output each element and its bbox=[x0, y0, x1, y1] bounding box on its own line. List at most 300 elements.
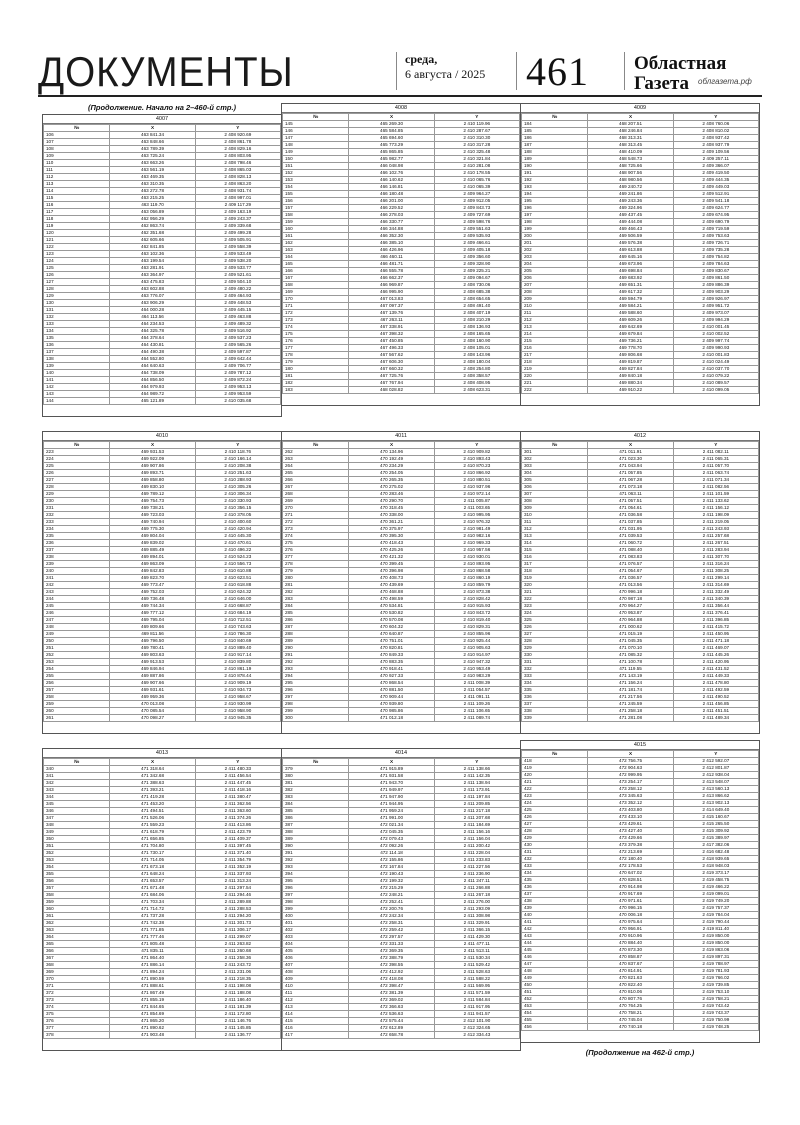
y-coordinate: 2 419 099.01 bbox=[673, 891, 758, 898]
table-row bbox=[522, 694, 759, 701]
y-coordinate: 2 413 560.13 bbox=[673, 786, 758, 793]
table-row bbox=[44, 300, 281, 307]
y-coordinate: 2 411 431.52 bbox=[673, 666, 758, 673]
point-number: 207 bbox=[522, 282, 588, 289]
point-number: 430 bbox=[522, 842, 588, 849]
table-row bbox=[44, 202, 281, 209]
x-coordinate: 471 013.56 bbox=[588, 582, 673, 589]
point-number: 337 bbox=[522, 701, 588, 708]
y-coordinate: 2 419 758.21 bbox=[673, 996, 758, 1003]
table-row bbox=[283, 226, 520, 233]
table-row bbox=[44, 146, 281, 153]
x-coordinate: 471 015.19 bbox=[588, 631, 673, 638]
table-row bbox=[44, 272, 281, 279]
y-coordinate: 2 408 105.01 bbox=[434, 345, 519, 352]
y-coordinate: 2 411 209.85 bbox=[434, 801, 519, 808]
table-row bbox=[522, 617, 759, 624]
y-coordinate: 2 411 219.05 bbox=[673, 519, 758, 526]
table-row bbox=[44, 927, 281, 934]
x-coordinate: 471 143.19 bbox=[588, 673, 673, 680]
y-coordinate: 2 409 642.44 bbox=[195, 356, 280, 363]
x-coordinate: 463 663.26 bbox=[110, 160, 195, 167]
point-number: 139 bbox=[44, 363, 110, 370]
point-number: 447 bbox=[522, 961, 588, 968]
point-number: 367 bbox=[44, 955, 110, 962]
x-coordinate: 464 552.80 bbox=[110, 356, 195, 363]
point-number: 386 bbox=[283, 815, 349, 822]
table-row bbox=[283, 149, 520, 156]
y-coordinate: 2 410 119.96 bbox=[434, 121, 519, 128]
point-number: 173 bbox=[283, 317, 349, 324]
x-coordinate: 469 907.86 bbox=[110, 463, 195, 470]
y-coordinate: 2 411 418.16 bbox=[195, 787, 280, 794]
point-number: 361 bbox=[44, 913, 110, 920]
point-number: 348 bbox=[44, 822, 110, 829]
y-coordinate: 2 410 889.40 bbox=[195, 645, 280, 652]
table-row bbox=[283, 240, 520, 247]
point-number: 249 bbox=[44, 631, 110, 638]
y-coordinate: 2 408 931.74 bbox=[195, 188, 280, 195]
x-coordinate: 469 679.84 bbox=[588, 331, 673, 338]
table-row bbox=[44, 265, 281, 272]
x-coordinate: 470 828.51 bbox=[588, 877, 673, 884]
column-header-number: № bbox=[283, 759, 349, 766]
point-number: 213 bbox=[522, 324, 588, 331]
point-number: 344 bbox=[44, 794, 110, 801]
point-number: 286 bbox=[283, 617, 349, 624]
table-title: 4010 bbox=[43, 432, 281, 441]
table-row bbox=[522, 261, 759, 268]
point-number: 360 bbox=[44, 906, 110, 913]
y-coordinate: 2 411 490.52 bbox=[673, 694, 758, 701]
table-row bbox=[522, 758, 759, 765]
y-coordinate: 2 409 464.93 bbox=[195, 293, 280, 300]
table-row bbox=[44, 244, 281, 251]
point-number: 440 bbox=[522, 912, 588, 919]
y-coordinate: 2 411 101.59 bbox=[673, 491, 758, 498]
point-number: 381 bbox=[283, 780, 349, 787]
x-coordinate: 462 863.74 bbox=[110, 223, 195, 230]
table-row bbox=[283, 983, 520, 990]
table-row bbox=[283, 941, 520, 948]
x-coordinate: 469 740.94 bbox=[110, 519, 195, 526]
x-coordinate: 472 114.18 bbox=[349, 850, 434, 857]
y-coordinate: 2 409 787.12 bbox=[195, 370, 280, 377]
y-coordinate: 2 410 470.61 bbox=[195, 540, 280, 547]
y-coordinate: 2 409 328.90 bbox=[434, 261, 519, 268]
y-coordinate: 2 411 588.22 bbox=[434, 976, 519, 983]
y-coordinate: 2 410 945.35 bbox=[195, 715, 280, 722]
table-row bbox=[522, 275, 759, 282]
table-row bbox=[283, 177, 520, 184]
table-row bbox=[44, 230, 281, 237]
paper-site: облгазета.рф bbox=[698, 77, 752, 86]
point-number: 126 bbox=[44, 272, 110, 279]
point-number: 106 bbox=[44, 132, 110, 139]
y-coordinate: 2 408 623.31 bbox=[434, 387, 519, 394]
point-number: 312 bbox=[522, 526, 588, 533]
point-number: 338 bbox=[522, 708, 588, 715]
table-row bbox=[522, 961, 759, 968]
y-coordinate: 2 410 866.92 bbox=[434, 470, 519, 477]
x-coordinate: 467 767.94 bbox=[349, 380, 434, 387]
y-coordinate: 2 409 163.19 bbox=[195, 209, 280, 216]
table-row bbox=[44, 680, 281, 687]
x-coordinate: 471 000.62 bbox=[588, 624, 673, 631]
y-coordinate: 2 411 332.49 bbox=[673, 589, 758, 596]
y-coordinate: 2 411 528.63 bbox=[434, 969, 519, 976]
x-coordinate: 469 804.04 bbox=[110, 533, 195, 540]
y-coordinate: 2 408 798.46 bbox=[195, 160, 280, 167]
point-number: 362 bbox=[44, 920, 110, 927]
y-coordinate: 2 410 684.19 bbox=[195, 610, 280, 617]
x-coordinate: 469 795.04 bbox=[110, 617, 195, 624]
table-row bbox=[522, 498, 759, 505]
point-number: 119 bbox=[44, 223, 110, 230]
point-number: 186 bbox=[522, 135, 588, 142]
y-coordinate: 2 413 866.62 bbox=[673, 793, 758, 800]
point-number: 253 bbox=[44, 659, 110, 666]
x-coordinate: 466 460.11 bbox=[349, 254, 434, 261]
x-coordinate: 469 931.61 bbox=[110, 687, 195, 694]
point-number: 453 bbox=[522, 1003, 588, 1010]
y-coordinate: 2 411 172.80 bbox=[195, 1011, 280, 1018]
point-number: 264 bbox=[283, 463, 349, 470]
x-coordinate: 471 714.72 bbox=[110, 906, 195, 913]
x-coordinate: 471 742.38 bbox=[110, 920, 195, 927]
y-coordinate: 2 411 054.57 bbox=[434, 687, 519, 694]
table-row bbox=[44, 181, 281, 188]
paper-name-line2: Газета bbox=[634, 73, 690, 94]
y-coordinate: 2 409 912.05 bbox=[434, 198, 519, 205]
table-row bbox=[522, 331, 759, 338]
y-coordinate: 2 411 091.11 bbox=[434, 694, 519, 701]
y-coordinate: 2 408 730.06 bbox=[434, 282, 519, 289]
x-coordinate: 471 559.23 bbox=[110, 822, 195, 829]
point-number: 164 bbox=[283, 254, 349, 261]
table-row bbox=[283, 899, 520, 906]
table-row bbox=[44, 941, 281, 948]
table-row bbox=[44, 878, 281, 885]
x-coordinate: 467 660.32 bbox=[349, 366, 434, 373]
x-coordinate: 470 975.64 bbox=[588, 919, 673, 926]
point-number: 117 bbox=[44, 209, 110, 216]
y-coordinate: 2 410 251.63 bbox=[195, 470, 280, 477]
point-number: 147 bbox=[283, 135, 349, 142]
table-row bbox=[522, 919, 759, 926]
point-number: 118 bbox=[44, 216, 110, 223]
table-row bbox=[522, 289, 759, 296]
point-number: 225 bbox=[44, 463, 110, 470]
point-number: 346 bbox=[44, 808, 110, 815]
x-coordinate: 470 939.80 bbox=[349, 701, 434, 708]
table-row bbox=[44, 370, 281, 377]
x-coordinate: 472 412.92 bbox=[349, 969, 434, 976]
y-coordinate: 2 410 002.52 bbox=[673, 331, 758, 338]
x-coordinate: 468 207.51 bbox=[588, 121, 673, 128]
coordinates-table bbox=[282, 113, 520, 394]
y-coordinate: 2 411 267.51 bbox=[673, 540, 758, 547]
y-coordinate: 2 410 079.22 bbox=[673, 373, 758, 380]
point-number: 285 bbox=[283, 610, 349, 617]
table-row bbox=[522, 149, 759, 156]
x-coordinate: 470 468.88 bbox=[349, 589, 434, 596]
point-number: 210 bbox=[522, 303, 588, 310]
y-coordinate: 2 411 451.51 bbox=[673, 708, 758, 715]
point-number: 309 bbox=[522, 505, 588, 512]
point-number: 339 bbox=[522, 715, 588, 722]
table-row bbox=[522, 170, 759, 177]
table-row bbox=[44, 561, 281, 568]
coordinates-table bbox=[521, 750, 759, 1031]
header-divider bbox=[624, 52, 625, 90]
table-row bbox=[283, 969, 520, 976]
x-coordinate: 471 777.46 bbox=[110, 934, 195, 941]
coordinates-table bbox=[43, 124, 281, 405]
table-row bbox=[283, 864, 520, 871]
y-coordinate: 2 410 524.23 bbox=[195, 554, 280, 561]
x-coordinate: 470 006.18 bbox=[588, 912, 673, 919]
x-coordinate: 463 725.24 bbox=[110, 153, 195, 160]
x-coordinate: 471 890.59 bbox=[110, 976, 195, 983]
point-number: 190 bbox=[522, 163, 588, 170]
table-row bbox=[44, 568, 281, 575]
x-coordinate: 467 398.32 bbox=[349, 331, 434, 338]
x-coordinate: 466 352.30 bbox=[349, 233, 434, 240]
x-coordinate: 471 865.20 bbox=[110, 1018, 195, 1025]
x-coordinate: 465 773.29 bbox=[349, 142, 434, 149]
x-coordinate: 466 229.52 bbox=[349, 205, 434, 212]
table-row bbox=[283, 477, 520, 484]
y-coordinate: 2 411 005.87 bbox=[434, 498, 519, 505]
y-coordinate: 2 409 533.49 bbox=[195, 251, 280, 258]
table-row bbox=[283, 575, 520, 582]
x-coordinate: 469 613.88 bbox=[588, 247, 673, 254]
y-coordinate: 2 411 228.04 bbox=[434, 850, 519, 857]
column-header-x: X bbox=[588, 751, 673, 758]
x-coordinate: 469 642.69 bbox=[588, 324, 673, 331]
point-number: 399 bbox=[283, 906, 349, 913]
coord-table-4008 bbox=[281, 103, 521, 406]
point-number: 369 bbox=[44, 969, 110, 976]
point-number: 294 bbox=[283, 673, 349, 680]
table-row bbox=[522, 163, 759, 170]
x-coordinate: 463 906.29 bbox=[110, 300, 195, 307]
table-header-row bbox=[522, 114, 759, 121]
x-coordinate: 470 361.21 bbox=[349, 519, 434, 526]
table-row bbox=[522, 282, 759, 289]
y-coordinate: 2 410 496.22 bbox=[195, 547, 280, 554]
y-coordinate: 2 411 156.12 bbox=[673, 505, 758, 512]
table-row bbox=[522, 638, 759, 645]
x-coordinate: 469 827.84 bbox=[588, 366, 673, 373]
point-number: 154 bbox=[283, 184, 349, 191]
table-row bbox=[283, 885, 520, 892]
point-number: 200 bbox=[522, 233, 588, 240]
table-row bbox=[44, 195, 281, 202]
table-row bbox=[283, 142, 520, 149]
x-coordinate: 470 758.21 bbox=[588, 1010, 673, 1017]
x-coordinate: 469 887.86 bbox=[110, 673, 195, 680]
table-row bbox=[283, 787, 520, 794]
x-coordinate: 471 959.24 bbox=[349, 808, 434, 815]
y-coordinate: 2 411 188.08 bbox=[195, 990, 280, 997]
y-coordinate: 2 410 859.79 bbox=[434, 582, 519, 589]
x-coordinate: 468 313.31 bbox=[588, 135, 673, 142]
x-coordinate: 473 429.66 bbox=[588, 835, 673, 842]
point-number: 206 bbox=[522, 275, 588, 282]
y-coordinate: 2 411 138.66 bbox=[434, 766, 519, 773]
table-row bbox=[522, 982, 759, 989]
point-number: 129 bbox=[44, 293, 110, 300]
point-number: 448 bbox=[522, 968, 588, 975]
x-coordinate: 469 809.66 bbox=[110, 624, 195, 631]
x-coordinate: 471 854.69 bbox=[110, 1011, 195, 1018]
x-coordinate: 469 752.03 bbox=[110, 589, 195, 596]
x-coordinate: 469 846.94 bbox=[110, 666, 195, 673]
y-coordinate: 2 409 598.76 bbox=[434, 219, 519, 226]
column-header-number: № bbox=[283, 442, 349, 449]
y-coordinate: 2 411 299.14 bbox=[673, 575, 758, 582]
point-number: 219 bbox=[522, 366, 588, 373]
x-coordinate: 463 119.70 bbox=[110, 202, 195, 209]
x-coordinate: 464 325.78 bbox=[110, 328, 195, 335]
table-row bbox=[283, 128, 520, 135]
table-row bbox=[522, 687, 759, 694]
page-header bbox=[38, 50, 762, 98]
x-coordinate: 469 819.87 bbox=[588, 359, 673, 366]
y-coordinate: 2 410 843.72 bbox=[434, 610, 519, 617]
table-row bbox=[44, 167, 281, 174]
column-header-y: Y bbox=[673, 442, 758, 449]
point-number: 293 bbox=[283, 666, 349, 673]
point-number: 308 bbox=[522, 498, 588, 505]
y-coordinate: 2 411 136.77 bbox=[195, 1032, 280, 1039]
y-coordinate: 2 410 618.88 bbox=[195, 582, 280, 589]
y-coordinate: 2 411 283.94 bbox=[673, 547, 758, 554]
x-coordinate: 471 060.72 bbox=[588, 540, 673, 547]
x-coordinate: 471 393.21 bbox=[110, 787, 195, 794]
y-coordinate: 2 410 288.93 bbox=[195, 477, 280, 484]
x-coordinate: 470 647.02 bbox=[588, 870, 673, 877]
paper-name-line1: Областная bbox=[634, 53, 727, 74]
point-number: 130 bbox=[44, 300, 110, 307]
y-coordinate: 2 411 297.54 bbox=[195, 885, 280, 892]
point-number: 174 bbox=[283, 324, 349, 331]
table-row bbox=[44, 976, 281, 983]
x-coordinate: 463 272.78 bbox=[110, 188, 195, 195]
x-coordinate: 470 254.05 bbox=[349, 470, 434, 477]
y-coordinate: 2 411 146.76 bbox=[195, 1018, 280, 1025]
x-coordinate: 466 180.48 bbox=[349, 191, 434, 198]
table-row bbox=[283, 540, 520, 547]
table-row bbox=[44, 384, 281, 391]
table-row bbox=[44, 519, 281, 526]
table-row bbox=[522, 219, 759, 226]
y-coordinate: 2 409 886.39 bbox=[673, 282, 758, 289]
table-title: 4009 bbox=[521, 104, 759, 113]
point-number: 182 bbox=[283, 380, 349, 387]
y-coordinate: 2 409 973.07 bbox=[673, 310, 758, 317]
x-coordinate: 466 426.96 bbox=[349, 247, 434, 254]
column-header-number: № bbox=[44, 442, 110, 449]
y-coordinate: 2 410 281.08 bbox=[434, 163, 519, 170]
table-row bbox=[522, 996, 759, 1003]
y-coordinate: 2 410 001.83 bbox=[673, 352, 758, 359]
table-row bbox=[44, 307, 281, 314]
x-coordinate: 470 570.08 bbox=[349, 617, 434, 624]
y-coordinate: 2 411 306.17 bbox=[195, 927, 280, 934]
x-coordinate: 470 640.87 bbox=[349, 631, 434, 638]
y-coordinate: 2 410 445.30 bbox=[195, 533, 280, 540]
point-number: 194 bbox=[522, 191, 588, 198]
y-coordinate: 2 411 217.18 bbox=[434, 808, 519, 815]
y-coordinate: 2 411 233.83 bbox=[434, 857, 519, 864]
table-row bbox=[522, 659, 759, 666]
table-row bbox=[522, 765, 759, 772]
point-number: 234 bbox=[44, 526, 110, 533]
point-number: 217 bbox=[522, 352, 588, 359]
table-row bbox=[44, 391, 281, 398]
x-coordinate: 471 045.35 bbox=[588, 638, 673, 645]
x-coordinate: 471 526.06 bbox=[110, 815, 195, 822]
x-coordinate: 472 252.41 bbox=[349, 899, 434, 906]
y-coordinate: 2 410 880.51 bbox=[434, 477, 519, 484]
y-coordinate: 2 411 376.41 bbox=[673, 610, 758, 617]
point-number: 388 bbox=[283, 829, 349, 836]
x-coordinate: 472 999.95 bbox=[588, 772, 673, 779]
x-coordinate: 470 820.81 bbox=[349, 645, 434, 652]
point-number: 248 bbox=[44, 624, 110, 631]
y-coordinate: 2 419 863.06 bbox=[673, 947, 758, 954]
point-number: 244 bbox=[44, 596, 110, 603]
point-number: 383 bbox=[283, 794, 349, 801]
y-coordinate: 2 411 584.84 bbox=[434, 997, 519, 1004]
point-number: 323 bbox=[522, 603, 588, 610]
table-row bbox=[44, 794, 281, 801]
table-row bbox=[283, 906, 520, 913]
table-row bbox=[44, 188, 281, 195]
y-coordinate: 2 411 456.54 bbox=[195, 773, 280, 780]
x-coordinate: 468 980.56 bbox=[588, 177, 673, 184]
point-number: 159 bbox=[283, 219, 349, 226]
table-row bbox=[522, 975, 759, 982]
table-row bbox=[522, 933, 759, 940]
table-row bbox=[283, 205, 520, 212]
x-coordinate: 469 894.01 bbox=[110, 554, 195, 561]
x-coordinate: 472 200.76 bbox=[349, 906, 434, 913]
x-coordinate: 468 246.84 bbox=[588, 128, 673, 135]
x-coordinate: 470 964.27 bbox=[588, 603, 673, 610]
y-coordinate: 2 419 466.22 bbox=[673, 884, 758, 891]
y-coordinate: 2 411 456.85 bbox=[673, 701, 758, 708]
table-row bbox=[44, 1004, 281, 1011]
table-row bbox=[44, 899, 281, 906]
table-row bbox=[44, 694, 281, 701]
table-row bbox=[283, 484, 520, 491]
point-number: 185 bbox=[522, 128, 588, 135]
table-header-row bbox=[283, 759, 520, 766]
point-number: 222 bbox=[522, 387, 588, 394]
y-coordinate: 2 411 492.59 bbox=[673, 687, 758, 694]
coord-table-4015 bbox=[520, 740, 760, 1043]
table-row bbox=[44, 701, 281, 708]
table-row bbox=[44, 314, 281, 321]
x-coordinate: 470 914.98 bbox=[588, 884, 673, 891]
column-header-x: X bbox=[110, 125, 195, 132]
table-row bbox=[522, 877, 759, 884]
table-row bbox=[522, 835, 759, 842]
